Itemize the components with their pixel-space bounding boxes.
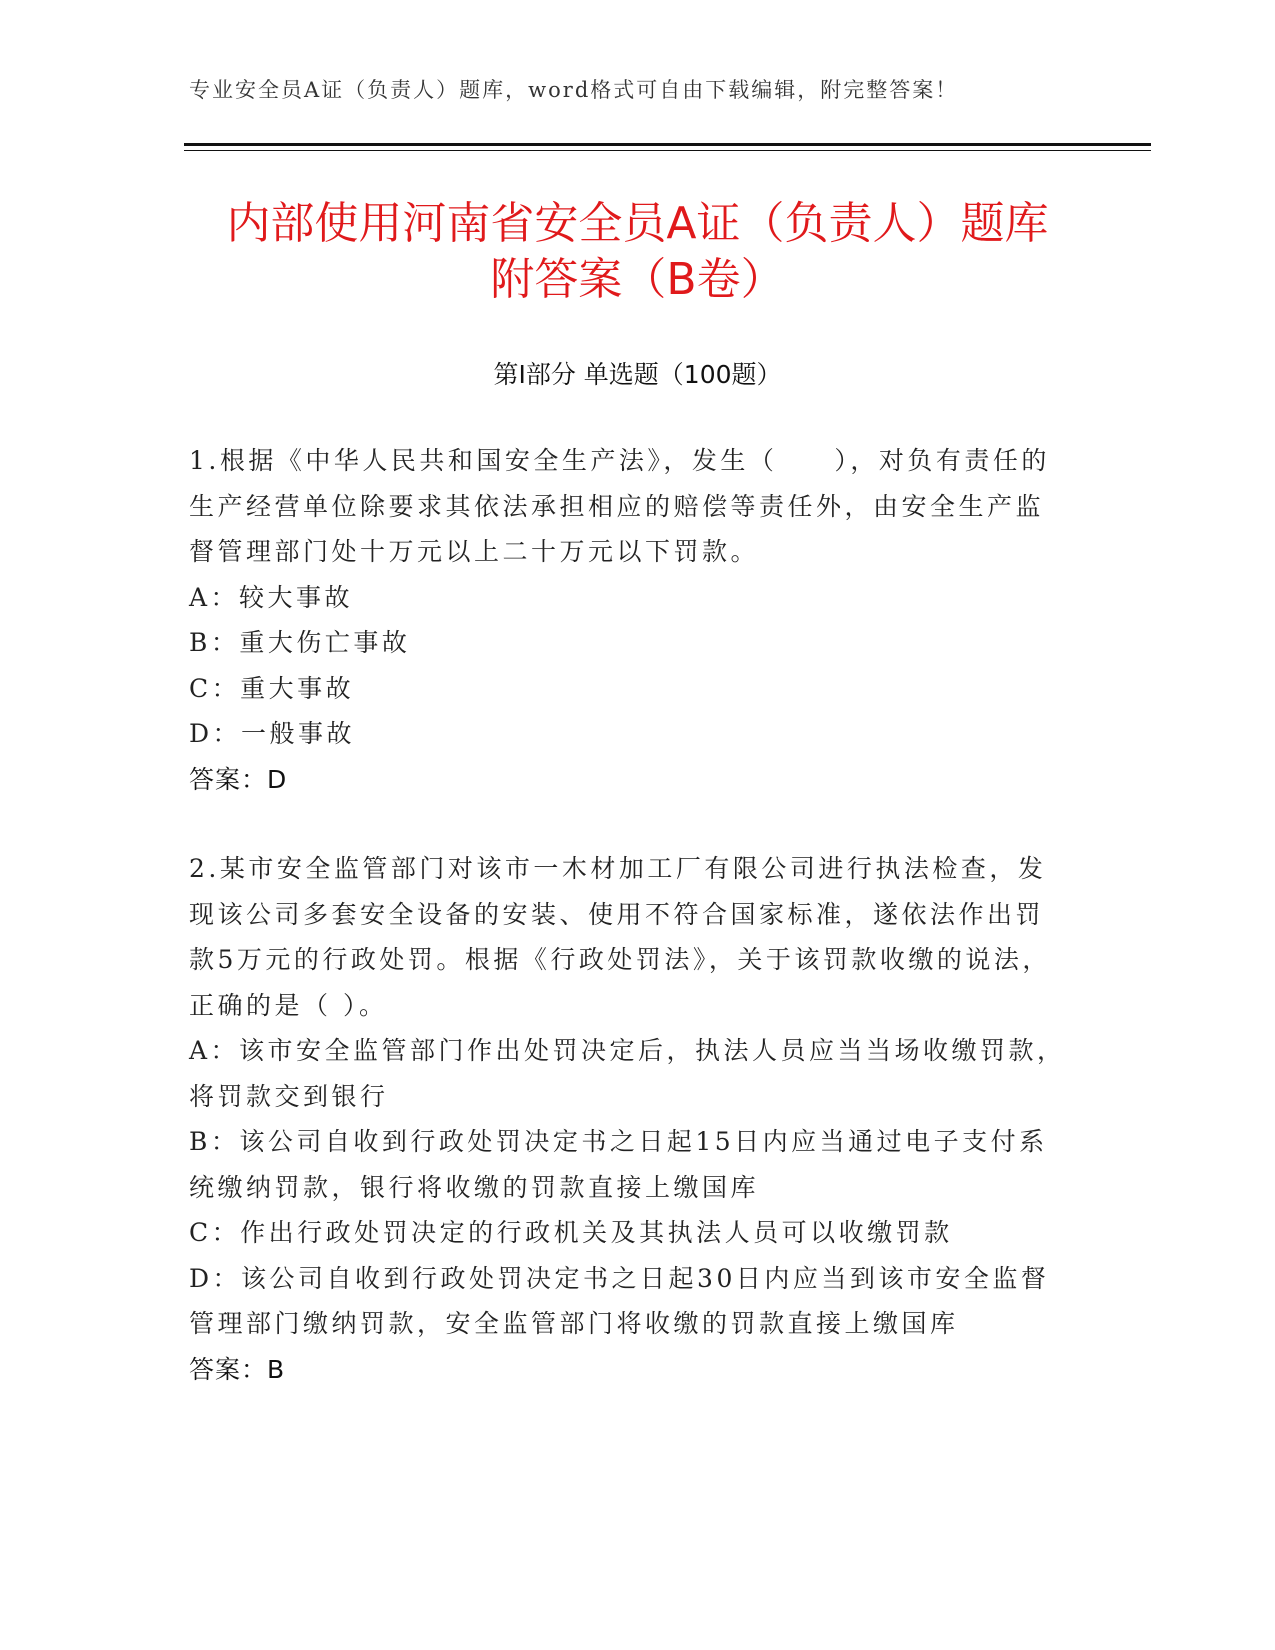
answer-line: 答案：D [189,764,288,794]
option-d: D：一般事故 [189,719,356,748]
question-stem: 2.某市安全监管部门对该市一木材加工厂有限公司进行执法检查，发现该公司多套安全设备的安装、使用不符合国家标准，遂依法作出罚款5万元的行政处罚。根据《行政处罚法》，关于该罚款收缴的说法，正确的是（ ）。 [189,854,1051,1020]
section-title: 第Ⅰ部分 单选题（100题） [493,360,782,389]
option-c: C：重大事故 [189,673,355,703]
title-line-2: 附答案（B卷） [490,254,785,305]
title-line-1: 内部使用河南省安全员A证（负责人）题库 [226,198,1049,249]
document-title [140,196,1135,308]
option-d: D：该公司自收到行政处罚决定书之日起30日内应当到该市安全监督管理部门缴纳罚款，安全监管部门将收缴的罚款直接上缴国库 [189,1263,1050,1338]
header-note: 专业安全员A证（负责人）题库，word格式可自由下载编辑，附完整答案！ [189,78,959,102]
option-b: B：该公司自收到行政处罚决定书之日起15日内应当通过电子支付系统缴纳罚款，银行将收缴的罚款直接上缴国库 [189,1127,1048,1202]
option-b: B：重大伤亡事故 [189,628,411,657]
option-a: A：该市安全监管部门作出处罚决定后，执法人员应当当场收缴罚款，将罚款交到银行 [189,1036,1066,1111]
question-stem: 1.根据《中华人民共和国安全生产法》，发生（ ），对负有责任的生产经营单位除要求其依法承担相应的赔偿等责任外，由安全生产监督管理部门处十万元以上二十万元以下罚款。 [189,446,1050,566]
option-c: C：作出行政处罚决定的行政机关及其执法人员可以收缴罚款 [189,1218,953,1247]
header-rule-thick [184,143,1151,146]
question-block [189,846,1069,1392]
answer-line: 答案：B [189,1354,286,1384]
question-block [189,438,1069,802]
option-a: A：较大事故 [189,582,354,612]
header-rule-thin [184,150,1151,151]
